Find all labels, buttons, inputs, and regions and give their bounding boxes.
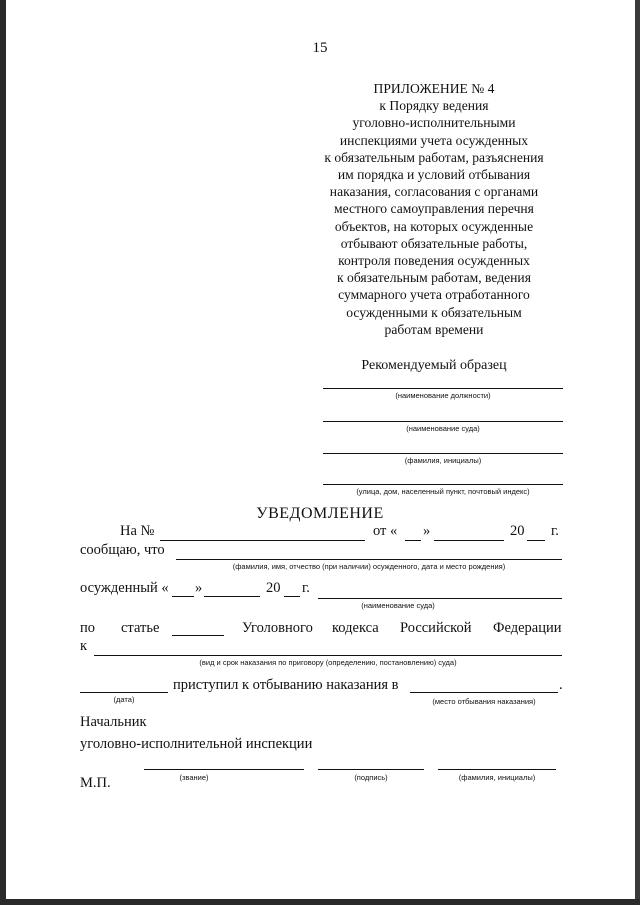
verdict-month-field[interactable] <box>204 596 260 597</box>
appendix-line: инспекциями учета осужденных <box>339 132 529 148</box>
appendix-line: суммарного учета отработанного <box>338 287 530 303</box>
page-number: 15 <box>312 40 328 56</box>
head-name-field[interactable] <box>438 769 556 770</box>
article-word-federation: Федерации <box>493 620 562 636</box>
on-number-label: На № <box>120 523 155 539</box>
appendix-line: уголовно-исполнительными <box>352 115 516 131</box>
number-field[interactable] <box>160 540 365 541</box>
from-label: от « <box>373 523 398 539</box>
stamp-place-label: М.П. <box>80 775 111 791</box>
quote-close: » <box>195 580 203 596</box>
signature-field[interactable] <box>318 769 424 770</box>
court-caption: (наименование суда) <box>406 424 480 433</box>
sentence-period: . <box>559 677 563 693</box>
verdict-court-caption: (наименование суда) <box>361 601 435 610</box>
rank-field[interactable] <box>144 769 304 770</box>
scan-border-right <box>635 0 640 905</box>
article-word-code: кодекса <box>332 620 379 636</box>
sentence-caption: (вид и срок наказания по приговору (определению, постановлению) суда) <box>199 658 457 667</box>
serving-place-caption: (место отбывания наказания) <box>432 697 536 706</box>
verdict-year-field[interactable] <box>284 596 300 597</box>
start-date-field[interactable] <box>80 692 168 693</box>
appendix-line: им порядка и условий отбывания <box>337 167 531 183</box>
year-suffix: г. <box>551 523 559 539</box>
convict-details-caption: (фамилия, имя, отчество (при наличии) осужденного, дата и место рождения) <box>232 562 506 571</box>
head-title-line1: Начальник <box>80 714 147 730</box>
convict-details-field[interactable] <box>176 559 562 560</box>
convicted-label: осужденный « <box>80 580 169 596</box>
article-word-po: по <box>80 620 96 636</box>
recommended-sample-label: Рекомендуемый образец <box>361 358 507 373</box>
article-word-statye: статье <box>121 620 160 636</box>
document-title: УВЕДОМЛЕНИЕ <box>256 505 384 522</box>
head-name-caption: (фамилия, инициалы) <box>458 773 536 782</box>
month-field[interactable] <box>434 540 504 541</box>
head-title-line2: уголовно-исполнительной инспекции <box>80 736 313 752</box>
address-field[interactable] <box>323 484 563 485</box>
quote-close: » <box>423 523 431 539</box>
article-word-criminal: Уголовного <box>242 620 313 636</box>
name-field[interactable] <box>323 453 563 454</box>
sentence-prefix: к <box>80 638 88 654</box>
scan-border-bottom <box>0 899 640 905</box>
appendix-line: осужденными к обязательным <box>346 304 522 320</box>
appendix-line: к Порядку ведения <box>379 98 489 114</box>
day-field[interactable] <box>405 540 421 541</box>
verdict-court-field[interactable] <box>318 598 562 599</box>
article-number-field[interactable] <box>172 635 224 636</box>
position-caption: (наименование должности) <box>395 391 491 400</box>
address-caption: (улица, дом, населенный пункт, почтовый индекс) <box>356 487 530 496</box>
sentence-field[interactable] <box>94 655 562 656</box>
year-label: 20 <box>510 523 525 539</box>
appendix-line: объектов, на которых осужденные <box>334 218 534 234</box>
year-field[interactable] <box>527 540 545 541</box>
verdict-year-suffix: г. <box>302 580 310 596</box>
appendix-line: к обязательным работам, разъяснения <box>324 149 544 165</box>
start-date-caption: (дата) <box>113 695 135 704</box>
report-label: сообщаю, что <box>80 542 165 558</box>
signature-caption: (подпись) <box>354 773 388 782</box>
rank-caption: (звание) <box>179 773 209 782</box>
serving-place-field[interactable] <box>410 692 558 693</box>
verdict-year-label: 20 <box>266 580 281 596</box>
position-field[interactable] <box>323 388 563 389</box>
court-field[interactable] <box>323 421 563 422</box>
appendix-header <box>300 80 568 338</box>
appendix-title: ПРИЛОЖЕНИЕ № 4 <box>373 81 495 96</box>
started-serving-text: приступил к отбыванию наказания в <box>173 677 399 693</box>
appendix-line: работам времени <box>384 321 484 337</box>
appendix-line: контроля поведения осужденных <box>338 253 530 269</box>
appendix-line: местного самоуправления перечня <box>334 201 534 217</box>
appendix-line: наказания, согласования с органами <box>329 184 539 200</box>
scan-border-left <box>0 0 6 905</box>
appendix-line: к обязательным работам, ведения <box>337 270 531 286</box>
article-word-russian: Российской <box>400 620 472 636</box>
appendix-line: отбывают обязательные работы, <box>340 235 528 251</box>
verdict-day-field[interactable] <box>172 596 194 597</box>
name-caption: (фамилия, инициалы) <box>404 456 482 465</box>
